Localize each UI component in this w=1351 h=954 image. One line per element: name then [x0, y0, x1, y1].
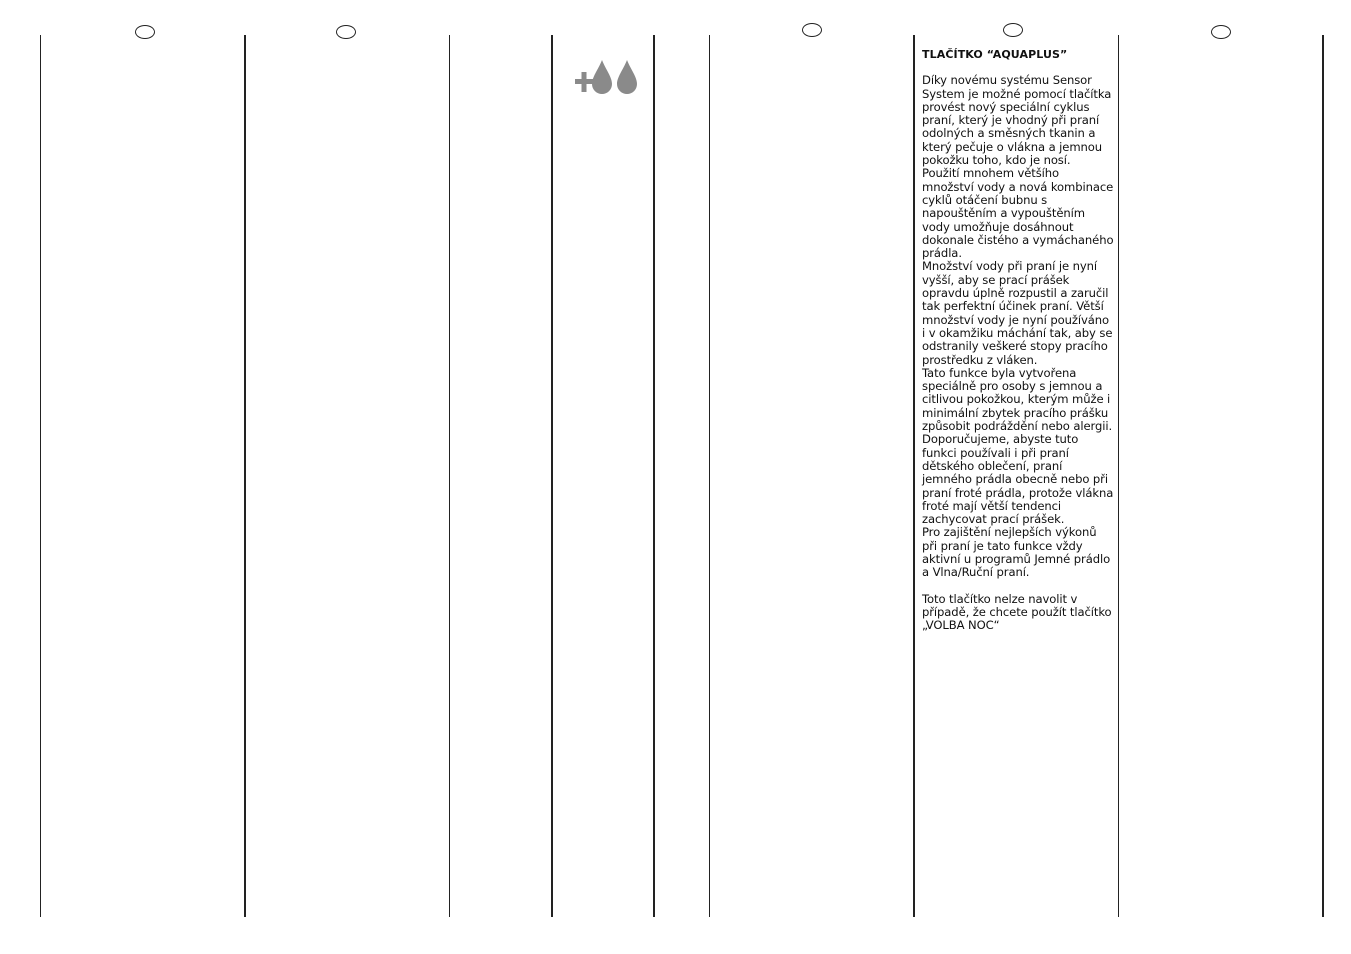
column-divider — [40, 35, 41, 917]
language-marker-icon — [802, 23, 822, 37]
column-divider — [244, 35, 246, 917]
paragraph: Pro zajištění nejlepších výkonů při praní je tato funkce vždy aktivní u programů Jemné prádlo a Vlna/Ruční praní. — [922, 525, 1111, 580]
aquaplus-water-drops-icon — [574, 58, 640, 98]
aquaplus-description — [922, 48, 1114, 632]
note-paragraph: Toto tlačítko nelze navolit v případě, že chcete použít tlačítko „VOLBA NOC“ — [922, 591, 1112, 633]
paragraph: Použití mnohem většího množství vody a nová kombinace cyklů otáčení bubnu s napouštěním a vypouštěním vody umožňuje dosáhnout dokonale čistého a vymáchaného prádla. — [922, 166, 1114, 261]
column-divider — [449, 35, 450, 917]
column-divider — [653, 35, 655, 917]
paragraph: Doporučujeme, abyste tuto funkci používali i při praní dětského oblečení, praní jemného prádla obecně nebo při praní froté prádla, protože vlákna froté mají větší tendenci zachycovat prací prášek. — [922, 432, 1114, 527]
column-divider — [1118, 35, 1119, 917]
paragraph: Množství vody při praní je nyní vyšší, aby se prací prášek opravdu úplně rozpustil a zaručil tak perfektní účinek praní. Větší množství vody je nyní používáno i v okamžiku máchání tak, aby se odstranily veškeré stopy pracího prostředku z vláken. — [922, 259, 1113, 367]
language-marker-icon — [135, 25, 155, 39]
column-divider — [913, 35, 915, 917]
language-marker-icon — [336, 25, 356, 39]
language-marker-icon — [1003, 23, 1023, 37]
column-divider — [1322, 35, 1324, 917]
paragraph: Tato funkce byla vytvořena speciálně pro osoby s jemnou a citlivou pokožkou, kterým může i minimální zbytek pracího prášku způsobit podráždění nebo alergii. — [922, 365, 1113, 434]
language-marker-icon — [1211, 25, 1231, 39]
column-divider — [551, 35, 553, 917]
section-heading: TLAČÍTKO “AQUAPLUS” — [922, 48, 1068, 61]
paragraph: Díky novému systému Sensor System je možné pomocí tlačítka provést nový speciální cyklus praní, který je vhodný při praní odolných a směsných tkanin a který pečuje o vlákna a jemnou pokožku toho, kdo je nosí. — [922, 73, 1112, 168]
column-divider — [709, 35, 710, 917]
